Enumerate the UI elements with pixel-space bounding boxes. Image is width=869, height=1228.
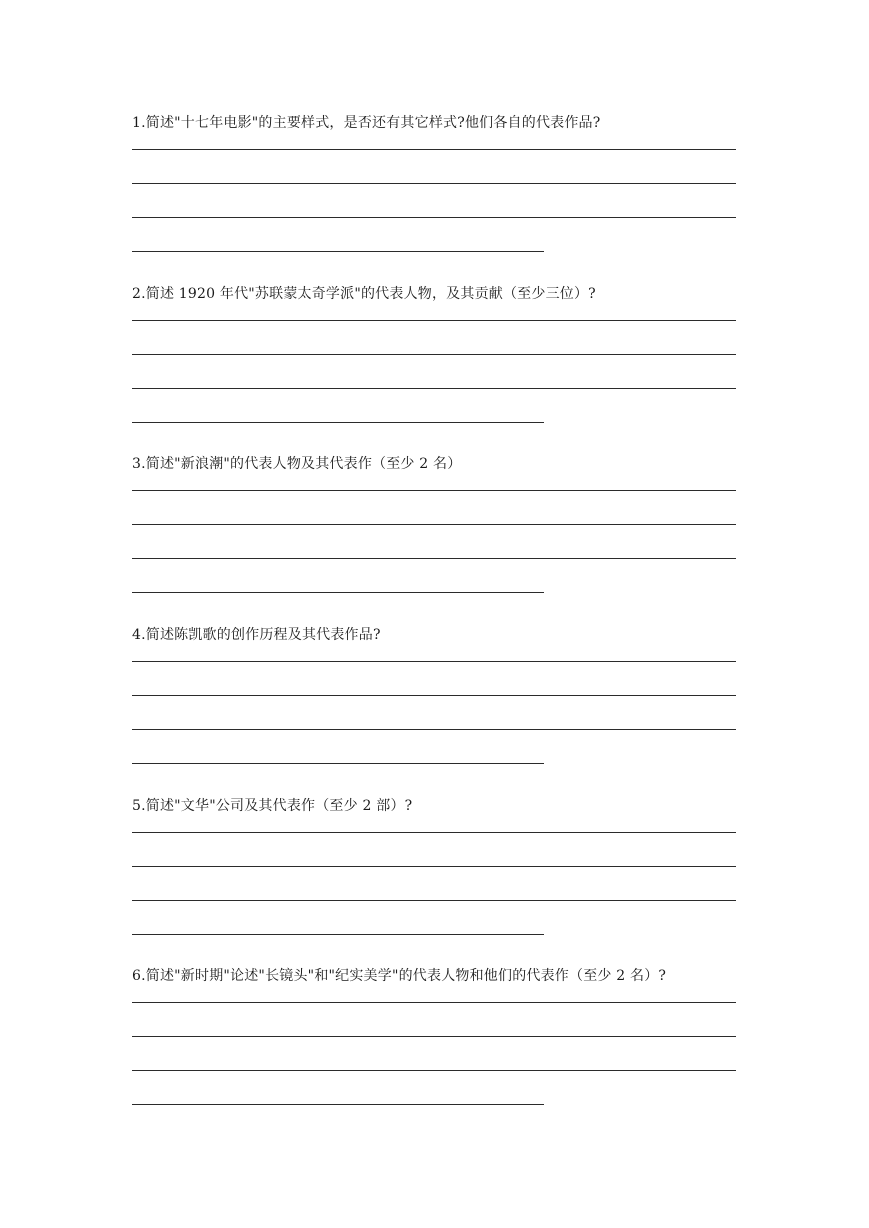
question-text: 3.简述"新浪潮"的代表人物及其代表作（至少 2 名） — [132, 456, 462, 472]
answer-line[interactable] — [132, 388, 736, 389]
answer-line[interactable] — [132, 934, 544, 935]
question-block-1 — [132, 114, 738, 264]
question-text: 6.简述"新时期"论述"长镜头"和"纪实美学"的代表人物和他们的代表作（至少 2 名）? — [132, 968, 667, 984]
answer-line[interactable] — [132, 1104, 544, 1105]
answer-line[interactable] — [132, 832, 736, 833]
question-text: 2.简述 1920 年代"苏联蒙太奇学派"的代表人物，及其贡献（至少三位）? — [132, 286, 596, 302]
answer-line[interactable] — [132, 183, 736, 184]
answer-line[interactable] — [132, 729, 736, 730]
question-block-3 — [132, 455, 738, 605]
answer-line[interactable] — [132, 251, 544, 252]
answer-line[interactable] — [132, 1070, 736, 1071]
question-block-2 — [132, 285, 738, 435]
answer-line[interactable] — [132, 354, 736, 355]
question-text: 1.简述"十七年电影"的主要样式，是否还有其它样式?他们各自的代表作品? — [132, 115, 601, 131]
answer-line[interactable] — [132, 217, 736, 218]
answer-line[interactable] — [132, 149, 736, 150]
answer-line[interactable] — [132, 695, 736, 696]
question-block-4 — [132, 626, 738, 776]
question-text: 4.简述陈凯歌的创作历程及其代表作品? — [132, 627, 381, 643]
answer-line[interactable] — [132, 900, 736, 901]
question-block-6 — [132, 967, 738, 1117]
answer-line[interactable] — [132, 524, 736, 525]
answer-line[interactable] — [132, 592, 544, 593]
answer-line[interactable] — [132, 320, 736, 321]
answer-line[interactable] — [132, 661, 736, 662]
question-block-5 — [132, 797, 738, 947]
answer-line[interactable] — [132, 1036, 736, 1037]
answer-line[interactable] — [132, 558, 736, 559]
answer-line[interactable] — [132, 1002, 736, 1003]
answer-line[interactable] — [132, 763, 544, 764]
answer-line[interactable] — [132, 490, 736, 491]
question-text: 5.简述"文华"公司及其代表作（至少 2 部）? — [132, 798, 413, 814]
answer-line[interactable] — [132, 866, 736, 867]
answer-line[interactable] — [132, 422, 544, 423]
